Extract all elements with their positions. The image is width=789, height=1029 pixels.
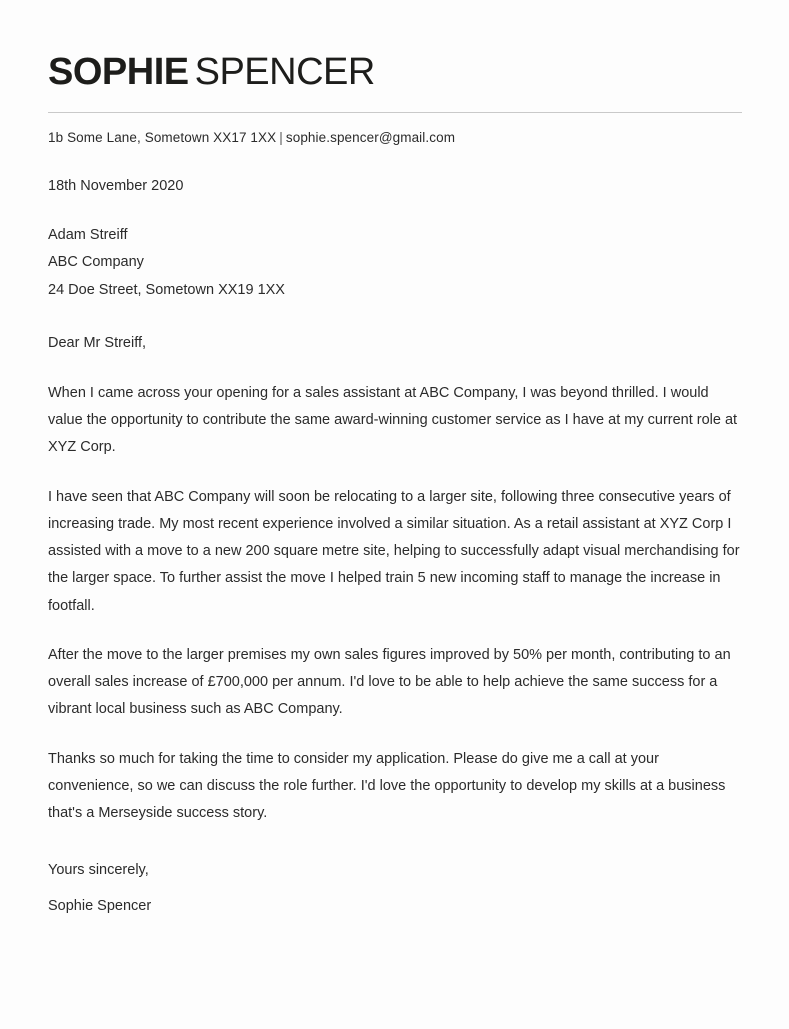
contact-line (48, 129, 742, 148)
letter-date: 18th November 2020 (48, 177, 184, 194)
signoff-block (48, 857, 742, 920)
signature-name: Sophie Spencer (48, 897, 152, 914)
body-paragraph-4: Thanks so much for taking the time to consider my application. Please do give me a call at your convenience, so we can discuss the role further. I'd love the opportunity to develop my skills at a business that's a Merseyside success story. (48, 750, 726, 822)
cover-letter (48, 42, 742, 920)
recipient-name: Adam Streiff (48, 226, 128, 243)
last-name: SPENCER (194, 51, 375, 93)
recipient-company: ABC Company (48, 254, 144, 271)
contact-separator: | (279, 129, 283, 145)
contact-email[interactable]: sophie.spencer@gmail.com (285, 129, 456, 145)
closing-line: Yours sincerely, (48, 862, 149, 879)
recipient-block (48, 222, 742, 305)
page-title (48, 42, 742, 94)
body-paragraph-3: After the move to the larger premises my own sales figures improved by 50% per month, contributing to an overall sales increase of £700,000 per annum. I'd love to be able to help achieve the same success for a vibrant local business such as ABC Company. (48, 646, 731, 718)
body-paragraph-1: When I came across your opening for a sales assistant at ABC Company, I was beyond thrilled. I would value the opportunity to contribute the same award-winning customer service as I have at my current role at XYZ Corp. (48, 384, 738, 456)
salutation: Dear Mr Streiff, (48, 335, 147, 352)
first-name: SOPHIE (48, 51, 189, 93)
header-divider (48, 112, 742, 113)
contact-address: 1b Some Lane, Sometown XX17 1XX (48, 129, 277, 145)
recipient-address: 24 Doe Street, Sometown XX19 1XX (48, 281, 285, 298)
body-paragraph-2: I have seen that ABC Company will soon be relocating to a larger site, following three consecutive years of increasing trade. My most recent experience involved a similar situation. As a retail assistant at XYZ Corp I assisted with a move to a new 200 square metre site, helping to successfully adapt visual merchandising for the larger space. To further assist the move I helped train 5 new incoming staff to manage the increase in footfall. (48, 488, 740, 614)
